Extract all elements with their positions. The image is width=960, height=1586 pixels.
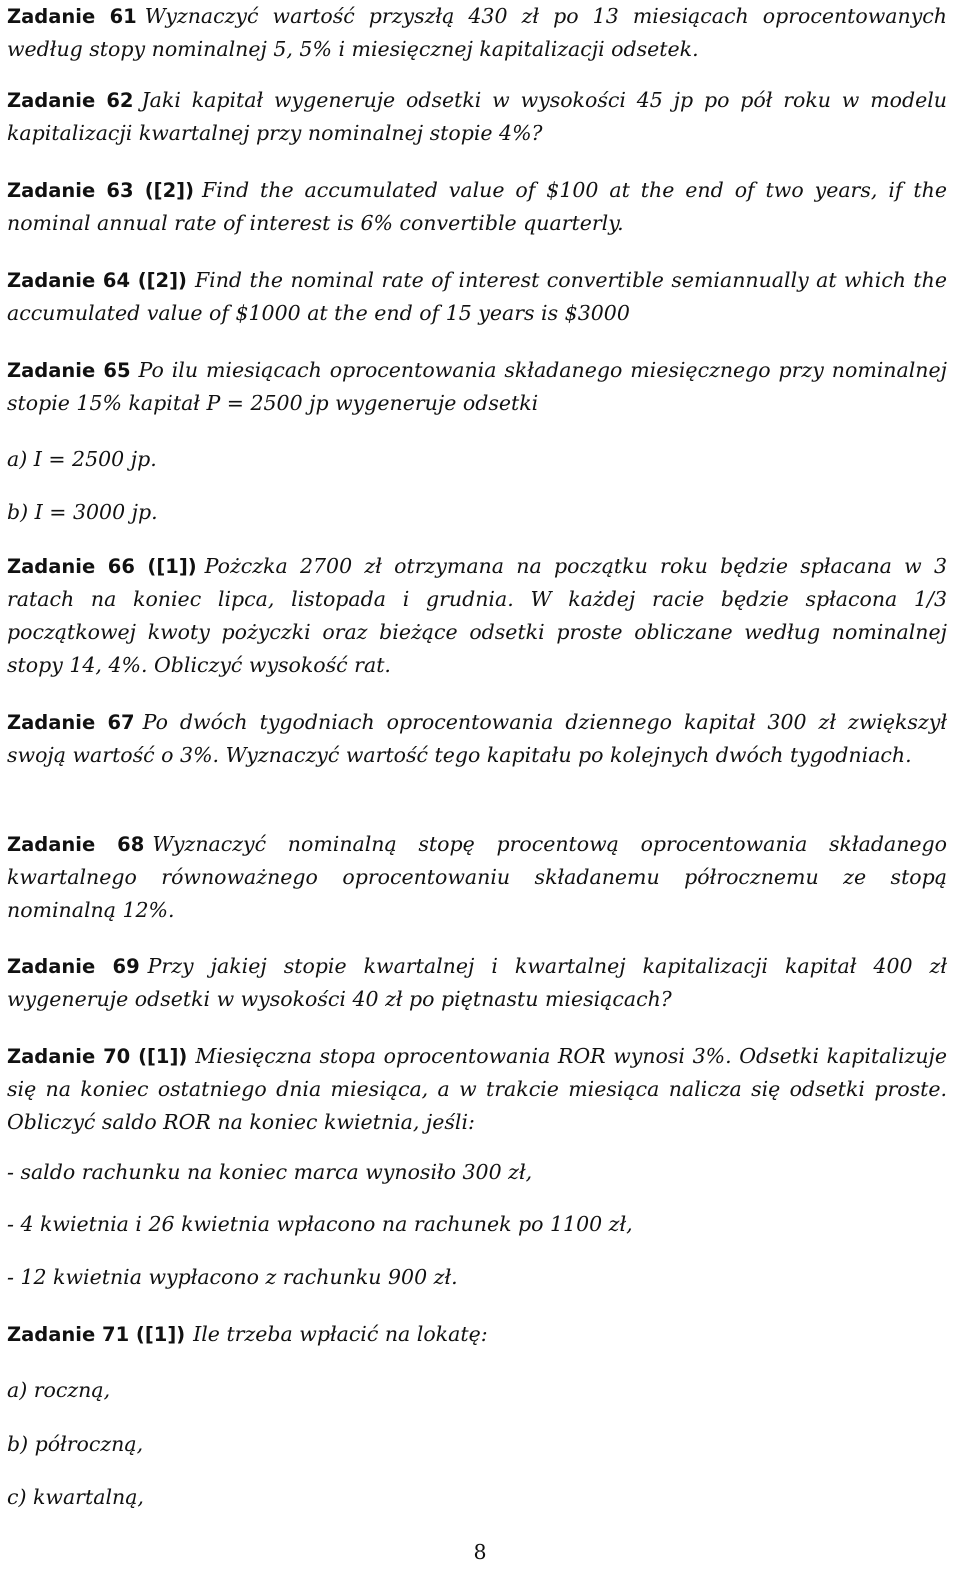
list-item: b) półroczną, xyxy=(7,1432,144,1456)
problem-text: Pożczka 2700 zł otrzymana na początku roku będzie spłacana w 3 ratach na koniec lipca, listopada i grudnia. W każdej racie będzie spłacona 1/3 początkowej kwoty pożyczki oraz bieżące odsetki proste obliczane według nominalnej stopy 14, 4%. Obliczyć wysokość rat. xyxy=(7,554,947,677)
problem-63 xyxy=(7,174,947,240)
problem-heading: Zadanie 68 xyxy=(7,833,145,856)
problem-69 xyxy=(7,950,947,1016)
list-item: b) I = 3000 jp. xyxy=(7,500,158,524)
page-number: 8 xyxy=(473,1540,487,1564)
problem-text: Wyznaczyć nominalną stopę procentową oprocentowania składanego kwartalnego równoważnego oprocentowaniu składanemu półrocznemu ze stopą nominalną 12%. xyxy=(7,832,947,922)
problem-text: Przy jakiej stopie kwartalnej i kwartalnej kapitalizacji kapitał 400 zł wygeneruje odsetki w wysokości 40 zł po piętnastu miesiącach? xyxy=(7,954,947,1011)
problem-text: Find the accumulated value of $100 at the end of two years, if the nominal annual rate of interest is 6% convertible quarterly. xyxy=(7,178,947,235)
problem-heading: Zadanie 69 xyxy=(7,955,140,978)
problem-65 xyxy=(7,354,947,420)
problem-heading: Zadanie 66 ([1]) xyxy=(7,555,197,578)
problem-heading: Zadanie 61 xyxy=(7,5,137,28)
problem-64 xyxy=(7,264,947,330)
problem-62 xyxy=(7,84,947,150)
problem-heading: Zadanie 65 xyxy=(7,359,131,382)
problem-68 xyxy=(7,828,947,927)
problem-text: Po ilu miesiącach oprocentowania składanego miesięcznego przy nominalnej stopie 15% kapitał P = 2500 jp wygeneruje odsetki xyxy=(7,358,947,415)
problem-text: Po dwóch tygodniach oprocentowania dziennego kapitał 300 zł zwiększył swoją wartość o 3%. Wyznaczyć wartość tego kapitału po kolejnych dwóch tygodniach. xyxy=(7,710,947,767)
problem-text: Miesięczna stopa oprocentowania ROR wynosi 3%. Odsetki kapitalizuje się na koniec ostatniego dnia miesiąca, a w trakcie miesiąca nalicza się odsetki proste. Obliczyć saldo ROR na koniec kwietnia, jeśli: xyxy=(7,1044,948,1134)
problem-67 xyxy=(7,706,947,772)
problem-text: Find the nominal rate of interest convertible semiannually at which the accumulated value of $1000 at the end of 15 years is $3000 xyxy=(7,268,947,325)
list-item: c) kwartalną, xyxy=(7,1485,144,1509)
problem-70 xyxy=(7,1040,947,1139)
problem-heading: Zadanie 67 xyxy=(7,711,135,734)
problem-heading: Zadanie 70 ([1]) xyxy=(7,1045,188,1068)
list-item: a) roczną, xyxy=(7,1378,111,1402)
problem-61 xyxy=(7,0,947,66)
problem-66 xyxy=(7,550,947,682)
list-item: - 12 kwietnia wypłacono z rachunku 900 zł. xyxy=(7,1265,458,1289)
problem-text: Jaki kapitał wygeneruje odsetki w wysokości 45 jp po pół roku w modelu kapitalizacji kwartalnej przy nominalnej stopie 4%? xyxy=(7,88,947,145)
problem-heading: Zadanie 62 xyxy=(7,89,134,112)
list-item: a) I = 2500 jp. xyxy=(7,447,157,471)
problem-71 xyxy=(7,1318,947,1351)
list-item: - saldo rachunku na koniec marca wynosiło 300 zł, xyxy=(7,1160,533,1184)
problem-text: Ile trzeba wpłacić na lokatę: xyxy=(193,1322,488,1346)
problem-heading: Zadanie 64 ([2]) xyxy=(7,269,187,292)
problem-heading: Zadanie 71 ([1]) xyxy=(7,1323,186,1346)
problem-text: Wyznaczyć wartość przyszłą 430 zł po 13 miesiącach oprocentowanych według stopy nominalnej 5, 5% i miesięcznej kapitalizacji odsetek. xyxy=(7,4,947,61)
problem-heading: Zadanie 63 ([2]) xyxy=(7,179,194,202)
list-item: - 4 kwietnia i 26 kwietnia wpłacono na rachunek po 1100 zł, xyxy=(7,1212,633,1236)
